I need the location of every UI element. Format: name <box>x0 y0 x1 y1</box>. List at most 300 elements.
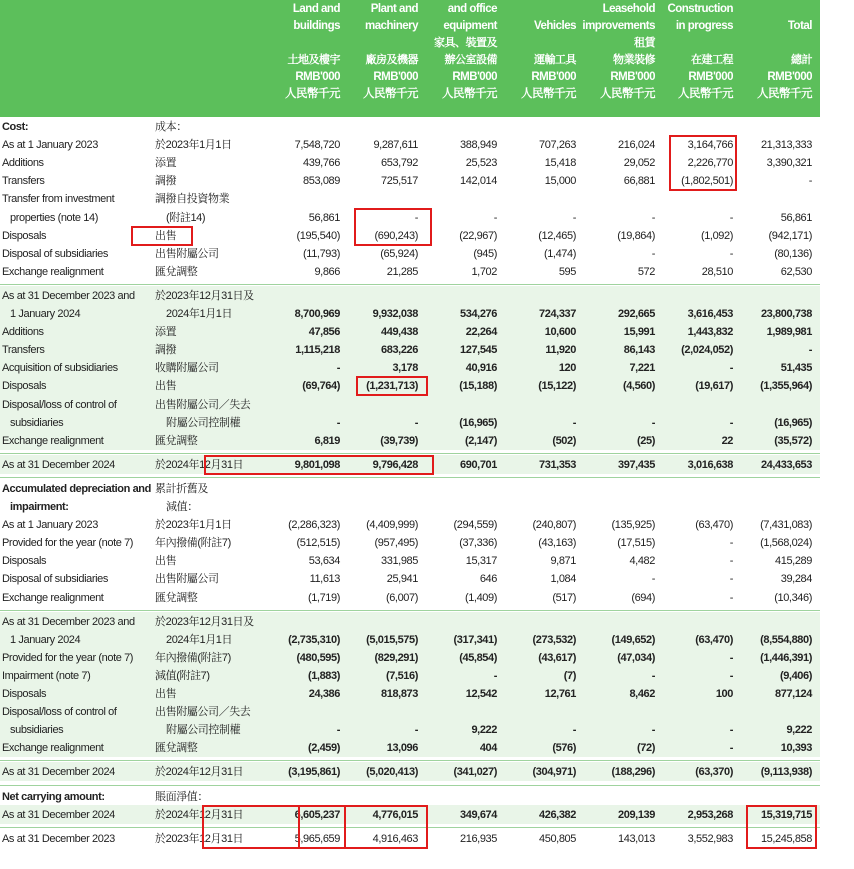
row-label-cn: 賬面淨值： <box>155 790 208 803</box>
table-cell <box>657 396 733 414</box>
table-cell <box>264 613 340 631</box>
table-cell: - <box>414 416 418 429</box>
column-unit: RMB'000 <box>767 71 812 83</box>
table-cell: 9,871 <box>550 555 576 568</box>
table-cell: (149,652) <box>611 633 655 646</box>
table-cell: 450,805 <box>539 832 576 845</box>
column-header <box>342 1 418 103</box>
table-cell: 404 <box>479 742 497 755</box>
table-cell: - <box>729 573 733 586</box>
table-cell <box>264 480 340 498</box>
column-title-cn: 在建工程 <box>691 54 733 66</box>
row-divider <box>0 453 820 454</box>
table-cell: 12,761 <box>544 688 576 700</box>
row-label-cn: 調撥 <box>155 175 177 188</box>
row-divider <box>0 610 820 611</box>
table-cell: 40,916 <box>465 362 497 375</box>
table-cell <box>342 287 418 305</box>
table-cell: 21,313,333 <box>760 139 812 152</box>
table-cell: (37,336) <box>459 537 497 550</box>
table-cell: 100 <box>715 688 733 700</box>
column-header <box>264 1 340 103</box>
table-cell: 707,263 <box>539 139 576 152</box>
column-title-cn: 土地及樓宇 <box>287 54 340 66</box>
table-cell <box>421 788 497 806</box>
table-cell: 331,985 <box>381 555 418 568</box>
table-cell: (502) <box>552 434 576 447</box>
table-cell: (19,617) <box>695 380 733 393</box>
table-cell <box>579 396 655 414</box>
row-label-cn: 成本： <box>155 121 187 133</box>
table-cell <box>579 287 655 305</box>
table-cell: 8,700,969 <box>294 308 340 320</box>
table-cell: - <box>651 211 655 224</box>
table-cell: (19,864) <box>617 229 655 242</box>
table-cell: (690,243) <box>374 229 418 242</box>
row-label-cn: 出售 <box>155 688 177 700</box>
row-label: subsidiaries <box>10 416 64 429</box>
table-cell: 62,530 <box>780 265 812 278</box>
table-cell: - <box>572 416 576 429</box>
table-cell: (188,296) <box>611 766 655 779</box>
table-cell: 120 <box>558 362 576 375</box>
table-cell: 449,438 <box>381 326 418 339</box>
table-cell: 731,353 <box>539 458 576 471</box>
row-label-cn: 出售附屬公司 <box>155 247 219 260</box>
table-cell: (10,346) <box>774 591 812 604</box>
table-cell: 397,435 <box>618 458 655 471</box>
table-cell: 53,634 <box>308 555 340 568</box>
table-cell <box>342 498 418 516</box>
row-label-cn: 附屬公司控制權 <box>166 724 241 737</box>
row-label-cn: 於2023年12月31日及 <box>155 289 254 302</box>
column-title-cn: 總計 <box>791 54 812 66</box>
row-label-cn: 2024年1月1日 <box>166 308 233 320</box>
table-cell: (1,446,391) <box>760 651 812 664</box>
table-cell: 9,932,038 <box>372 308 418 320</box>
table-row <box>0 613 820 631</box>
table-cell: (304,971) <box>532 766 576 779</box>
table-cell: (1,355,964) <box>760 380 812 393</box>
row-label-cn: 出售附屬公司／失去 <box>155 706 251 719</box>
table-row <box>0 498 820 516</box>
row-label-cn: 於2023年12月31日 <box>155 832 244 845</box>
column-title-cn: 廠房及機器 <box>365 54 418 66</box>
table-cell <box>657 703 733 721</box>
row-label-cn: 於2024年12月31日 <box>155 458 244 471</box>
table-cell <box>342 396 418 414</box>
row-label: As at 31 December 2023 and <box>2 615 135 628</box>
table-cell: (65,924) <box>380 247 418 260</box>
table-cell <box>579 788 655 806</box>
table-cell: (2,147) <box>464 434 497 447</box>
table-cell <box>342 788 418 806</box>
row-label: Transfers <box>2 175 45 188</box>
table-cell: - <box>651 247 655 260</box>
row-label: Transfer from investment <box>2 193 115 206</box>
table-cell: (1,568,024) <box>760 537 812 550</box>
table-row <box>0 245 820 263</box>
table-cell: (1,409) <box>464 591 497 604</box>
table-cell: - <box>414 211 418 224</box>
row-label: Additions <box>2 157 44 170</box>
table-cell: 15,317 <box>465 555 497 568</box>
table-cell <box>421 498 497 516</box>
table-cell: 21,285 <box>386 265 418 278</box>
table-cell: (25) <box>637 434 655 447</box>
table-row <box>0 263 820 281</box>
row-label: Exchange realignment <box>2 742 104 755</box>
table-cell: 439,766 <box>303 157 340 170</box>
table-row <box>0 685 820 703</box>
column-title-line: equipment <box>443 20 497 32</box>
column-title-cn: 物業裝修 <box>613 54 655 66</box>
table-cell: 22 <box>721 434 733 447</box>
row-label: Exchange realignment <box>2 591 104 604</box>
table-cell: (45,854) <box>459 651 497 664</box>
table-cell: (1,719) <box>307 591 340 604</box>
table-cell: 56,861 <box>308 211 340 224</box>
table-cell: - <box>336 724 340 737</box>
highlight-box <box>204 455 434 475</box>
table-cell: (69,764) <box>302 380 340 393</box>
table-row <box>0 703 820 721</box>
table-cell: - <box>336 362 340 375</box>
table-row <box>0 763 820 781</box>
column-unit: 人民幣千元 <box>757 88 812 100</box>
table-cell: (829,291) <box>374 651 418 664</box>
column-title-line: and office <box>447 3 497 15</box>
table-cell: - <box>808 175 812 188</box>
row-label-cn: 添置 <box>155 157 177 170</box>
table-cell <box>500 287 576 305</box>
table-cell: 1,989,981 <box>766 326 812 339</box>
row-label: As at 31 December 2024 <box>2 766 115 779</box>
table-cell: 2,953,268 <box>687 808 733 821</box>
column-title-line: buildings <box>293 20 340 32</box>
table-cell <box>500 396 576 414</box>
table-cell: 216,935 <box>460 832 497 845</box>
table-cell: 4,776,015 <box>372 808 418 821</box>
highlight-box <box>356 376 428 396</box>
table-cell: - <box>729 651 733 664</box>
table-cell <box>657 287 733 305</box>
table-cell <box>500 498 576 516</box>
highlight-box <box>669 135 737 191</box>
table-cell: - <box>808 344 812 357</box>
column-title-cn <box>657 35 733 52</box>
table-cell: 9,222 <box>786 724 812 737</box>
table-row <box>0 359 820 377</box>
row-label: Disposal of subsidiaries <box>2 573 108 586</box>
table-cell: 3,178 <box>392 362 418 375</box>
table-cell <box>264 396 340 414</box>
table-cell: 9,866 <box>314 265 340 278</box>
table-cell <box>264 788 340 806</box>
table-cell: 143,013 <box>618 832 655 845</box>
table-row <box>0 552 820 570</box>
table-cell: 9,287,611 <box>373 139 418 152</box>
table-cell <box>579 613 655 631</box>
table-row <box>0 287 820 305</box>
table-cell: (43,163) <box>538 537 576 550</box>
column-unit: RMB'000 <box>688 71 733 83</box>
row-label: properties (note 14) <box>10 211 98 224</box>
row-label: As at 31 December 2023 <box>2 832 115 845</box>
row-label: As at 1 January 2023 <box>2 519 98 532</box>
table-cell: (80,136) <box>774 247 812 260</box>
row-divider <box>0 785 820 786</box>
table-cell: - <box>729 362 733 375</box>
row-divider <box>0 284 820 285</box>
table-cell: 12,542 <box>465 688 497 700</box>
row-label: subsidiaries <box>10 724 64 737</box>
column-header <box>657 1 733 103</box>
table-cell: (945) <box>473 247 497 260</box>
row-label-cn: 於2023年1月1日 <box>155 139 232 152</box>
table-cell: 534,276 <box>460 308 497 320</box>
row-label-cn: 出售附屬公司 <box>155 573 219 586</box>
table-row <box>0 649 820 667</box>
table-cell: (47,034) <box>617 651 655 664</box>
table-row <box>0 341 820 359</box>
table-cell: 11,920 <box>545 344 576 357</box>
table-cell: 47,856 <box>308 326 340 339</box>
table-cell: (11,793) <box>303 247 340 260</box>
table-row <box>0 432 820 450</box>
row-label-cn: 年內撥備(附註7) <box>155 537 231 550</box>
table-cell <box>736 396 812 414</box>
table-row <box>0 414 820 432</box>
table-cell <box>421 703 497 721</box>
table-row <box>0 190 820 208</box>
row-label: Disposals <box>2 688 47 700</box>
table-cell: 6,605,237 <box>294 808 340 821</box>
row-label: impairment: <box>10 501 69 513</box>
table-cell: 56,861 <box>780 211 812 224</box>
table-cell: (273,532) <box>532 633 576 646</box>
row-label: Acquisition of subsidiaries <box>2 362 118 375</box>
table-cell <box>736 287 812 305</box>
column-title-cn <box>500 35 576 52</box>
row-label-cn: 匯兌調整 <box>155 591 198 604</box>
highlight-box <box>131 226 193 246</box>
table-row <box>0 589 820 607</box>
column-title-line: Total <box>787 20 812 32</box>
table-row <box>0 631 820 649</box>
table-cell: - <box>493 669 497 682</box>
table-cell: 24,433,653 <box>760 458 812 471</box>
table-cell: 29,052 <box>623 157 655 170</box>
column-unit: RMB'000 <box>610 71 655 83</box>
table-cell <box>579 480 655 498</box>
table-row <box>0 788 820 806</box>
table-cell <box>657 190 733 208</box>
column-header <box>736 1 812 103</box>
row-label: Impairment (note 7) <box>2 669 91 682</box>
table-cell <box>500 788 576 806</box>
table-cell: 683,226 <box>381 344 418 357</box>
column-title-line: machinery <box>364 20 418 32</box>
row-label-cn: 出售 <box>155 555 177 568</box>
table-cell <box>736 480 812 498</box>
table-cell <box>421 613 497 631</box>
row-label: Exchange realignment <box>2 434 104 447</box>
table-cell: 292,665 <box>618 308 655 320</box>
table-cell: (8,554,880) <box>760 633 812 646</box>
column-title-cn <box>264 35 340 52</box>
column-title-line: improvements <box>582 20 655 32</box>
row-label-cn: 於2024年12月31日 <box>155 766 244 779</box>
highlight-box <box>354 208 432 246</box>
table-cell: (294,559) <box>453 519 497 532</box>
column-unit: 人民幣千元 <box>285 88 340 100</box>
table-cell: (43,617) <box>538 651 576 664</box>
column-title-line: Vehicles <box>533 20 576 32</box>
table-cell <box>342 190 418 208</box>
row-label-cn: 於2023年1月1日 <box>155 519 232 532</box>
table-cell: - <box>651 724 655 737</box>
column-title-line: Land and <box>292 3 340 15</box>
table-cell: - <box>729 669 733 682</box>
table-cell: 216,024 <box>618 139 655 152</box>
table-cell <box>264 190 340 208</box>
table-cell: 22,264 <box>465 326 497 339</box>
row-label-cn: 調撥自投資物業 <box>155 193 230 206</box>
row-label-cn: 累計折舊及 <box>155 482 208 495</box>
row-label: Additions <box>2 326 44 339</box>
row-label-cn: 附屬公司控制權 <box>166 416 241 429</box>
table-cell: 51,435 <box>780 362 812 375</box>
table-cell: (5,020,413) <box>366 766 418 779</box>
row-label-cn: 匯兌調整 <box>155 742 198 755</box>
column-unit: RMB'000 <box>452 71 497 83</box>
table-cell: 690,701 <box>460 458 497 471</box>
table-cell: (2,459) <box>307 742 340 755</box>
row-label-cn: 減值： <box>166 501 198 513</box>
table-cell: 7,221 <box>629 362 655 375</box>
table-cell <box>264 703 340 721</box>
column-unit: RMB'000 <box>373 71 418 83</box>
table-row <box>0 570 820 588</box>
table-cell: 877,124 <box>775 688 812 700</box>
highlight-box <box>298 805 428 849</box>
table-cell: - <box>572 211 576 224</box>
table-cell <box>579 190 655 208</box>
table-cell: (942,171) <box>768 229 812 242</box>
table-cell: 25,941 <box>386 573 418 586</box>
table-cell <box>500 480 576 498</box>
table-cell: (2,024,052) <box>681 344 733 357</box>
row-label: Provided for the year (note 7) <box>2 651 134 664</box>
row-divider <box>0 760 820 761</box>
table-cell: 4,482 <box>629 555 655 568</box>
row-label: Disposal/loss of control of <box>2 398 117 411</box>
row-label: As at 31 December 2024 <box>2 808 115 821</box>
column-unit: RMB'000 <box>295 71 340 83</box>
row-label-cn: (附註14) <box>166 211 206 224</box>
table-cell <box>264 498 340 516</box>
row-label: As at 1 January 2023 <box>2 139 98 152</box>
table-cell: 10,393 <box>780 742 812 755</box>
row-divider <box>0 477 820 478</box>
table-cell: 349,674 <box>460 808 497 821</box>
row-label: Disposals <box>2 229 47 242</box>
table-cell: (480,595) <box>296 651 340 664</box>
table-cell: 23,800,738 <box>760 308 812 320</box>
column-unit: 人民幣千元 <box>363 88 418 100</box>
row-label-cn: 出售 <box>155 229 177 242</box>
table-cell: 9,222 <box>471 724 497 737</box>
table-cell: (39,739) <box>380 434 418 447</box>
table-cell: 15,418 <box>544 157 576 170</box>
table-cell <box>736 613 812 631</box>
row-label-cn: 添置 <box>155 326 177 339</box>
table-cell: (35,572) <box>774 434 812 447</box>
table-cell: - <box>651 573 655 586</box>
column-header <box>579 1 655 103</box>
table-cell: 388,949 <box>460 139 497 152</box>
table-cell: 6,819 <box>314 434 340 447</box>
row-label-cn: 收購附屬公司 <box>155 362 219 375</box>
column-unit: RMB'000 <box>531 71 576 83</box>
table-cell: 39,284 <box>780 573 812 586</box>
column-title-line: Plant and <box>370 3 418 15</box>
column-title-line <box>736 1 812 18</box>
table-cell: (7) <box>563 669 576 682</box>
row-label: Provided for the year (note 7) <box>2 537 134 550</box>
table-cell <box>421 190 497 208</box>
column-unit: 人民幣千元 <box>442 88 497 100</box>
table-cell: (63,470) <box>695 633 733 646</box>
table-cell: 10,600 <box>544 326 576 339</box>
table-cell: 3,390,321 <box>766 157 812 170</box>
table-cell <box>736 788 812 806</box>
table-cell: (63,470) <box>695 519 733 532</box>
table-cell: (317,341) <box>453 633 497 646</box>
table-cell: 653,792 <box>381 157 418 170</box>
table-cell: - <box>336 416 340 429</box>
table-cell: - <box>729 537 733 550</box>
table-cell: 646 <box>479 573 497 586</box>
column-title-line: Leasehold <box>602 3 655 15</box>
table-cell: - <box>493 211 497 224</box>
highlight-box <box>746 805 817 849</box>
table-cell: 724,337 <box>539 308 576 320</box>
table-cell <box>342 703 418 721</box>
table-cell: - <box>414 724 418 737</box>
table-cell: (240,807) <box>532 519 576 532</box>
table-cell: (9,406) <box>779 669 812 682</box>
table-cell: - <box>729 211 733 224</box>
table-cell <box>342 613 418 631</box>
table-row <box>0 739 820 757</box>
table-cell <box>500 613 576 631</box>
table-cell: (7,431,083) <box>760 519 812 532</box>
table-cell: 1,084 <box>550 573 576 586</box>
table-cell: 7,548,720 <box>294 139 340 152</box>
table-cell: - <box>651 416 655 429</box>
row-label-cn: 於2023年12月31日及 <box>155 615 254 628</box>
table-cell: - <box>729 742 733 755</box>
column-title-line <box>500 1 576 18</box>
table-cell: - <box>729 247 733 260</box>
row-label: Disposal/loss of control of <box>2 706 117 719</box>
column-header <box>421 1 497 103</box>
table-cell: (17,515) <box>617 537 655 550</box>
table-cell: 9,801,098 <box>294 458 340 471</box>
table-cell: - <box>729 591 733 604</box>
